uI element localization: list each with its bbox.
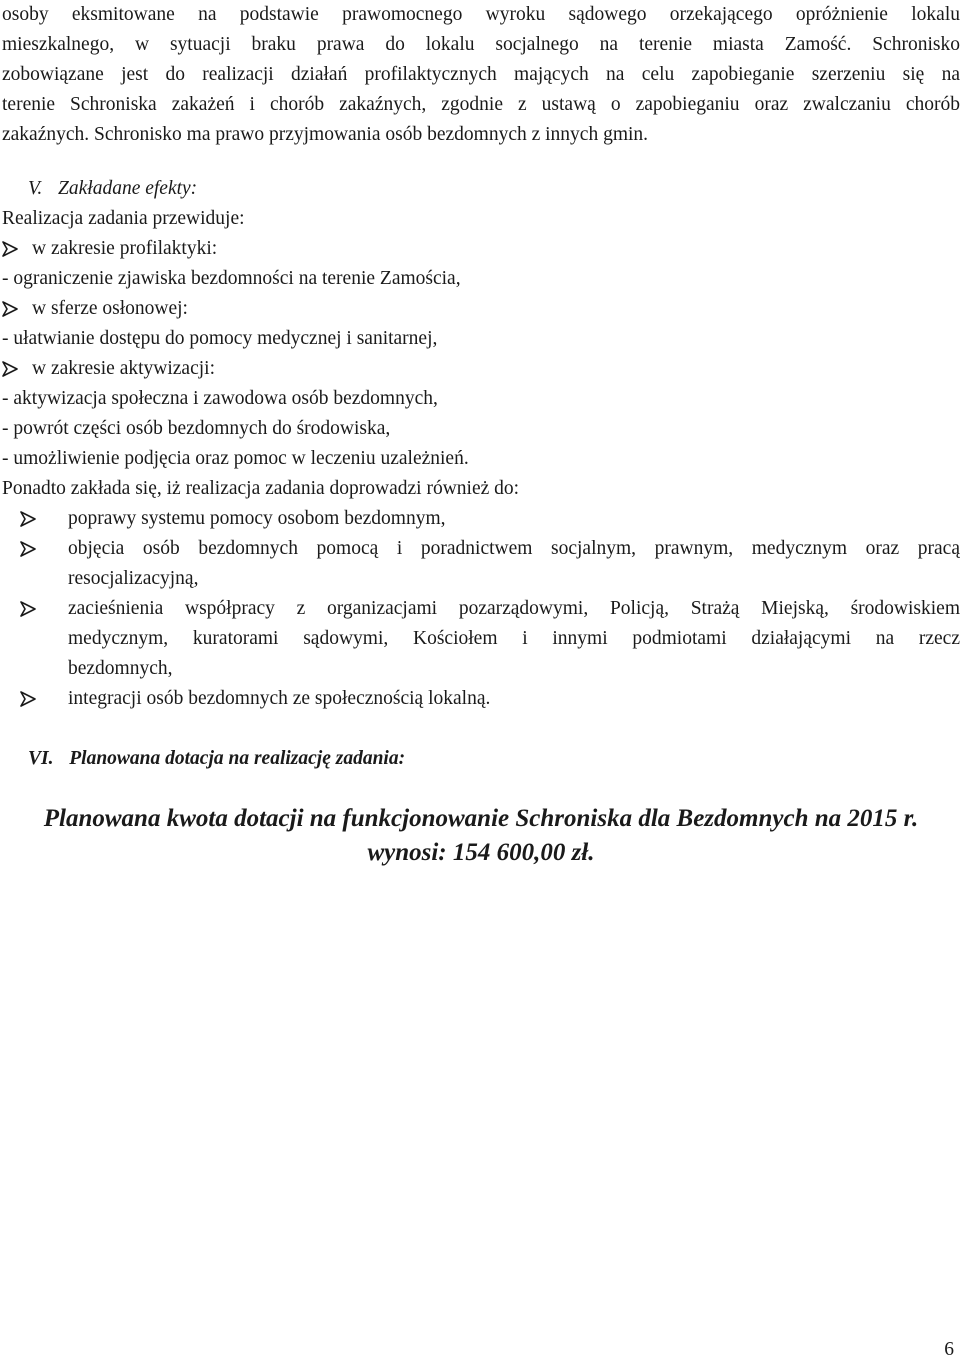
bullet-text: poprawy systemu pomocy osobom bezdomnym,: [68, 508, 446, 529]
intro-line: mieszkalnego, w sytuacji braku prawa do lokalu socjalnego na terenie miasta Zamość. Schronisko: [2, 34, 960, 55]
bullet-text: objęcia osób bezdomnych pomocą i poradnictwem socjalnym, prawnym, medycznym oraz pracą: [68, 538, 960, 559]
list-item: - aktywizacja społeczna i zawodowa osób bezdomnych,: [2, 388, 438, 409]
bullet-text: w zakresie aktywizacji:: [32, 358, 215, 379]
bullet-text: w sferze osłonowej:: [32, 298, 188, 319]
intro-line: osoby eksmitowane na podstawie prawomocnego wyroku sądowego orzekającego opróżnienie lokalu: [2, 4, 960, 25]
bullet-text: bezdomnych,: [68, 658, 173, 679]
additional-intro: Ponadto zakłada się, iż realizacja zadania doprowadzi również do:: [2, 478, 520, 499]
section-6-heading: [28, 744, 405, 774]
intro-line: terenie Schroniska zakażeń i chorób zakaźnych, zgodnie z ustawą o zapobieganiu oraz zwalczaniu chorób: [2, 94, 960, 115]
bullet-text: w zakresie profilaktyki:: [32, 238, 218, 259]
list-item: - ograniczenie zjawiska bezdomności na terenie Zamościa,: [2, 268, 461, 289]
intro-paragraph: [2, 0, 960, 150]
arrow-bullet-icon: [20, 511, 36, 527]
page-number: 6: [944, 1339, 954, 1360]
intro-line: zakaźnych. Schronisko ma prawo przyjmowania osób bezdomnych z innych gmin.: [2, 124, 649, 145]
bullet-text: medycznym, kuratorami sądowymi, Kościołem i innymi podmiotami działającymi na rzecz: [68, 628, 960, 649]
list-item: - umożliwienie podjęcia oraz pomoc w leczeniu uzależnień.: [2, 448, 469, 469]
section-6-number: VI.: [28, 748, 54, 769]
bullet-text: zacieśnienia współpracy z organizacjami pozarządowymi, Policją, Strażą Miejską, środowiskiem: [68, 598, 960, 619]
arrow-bullet-icon: [2, 241, 18, 257]
section-5-title: Zakładane efekty:: [58, 178, 198, 199]
arrow-bullet-icon: [2, 301, 18, 317]
dotation-summary: [2, 802, 960, 870]
arrow-bullet-icon: [20, 691, 36, 707]
section-5-heading: [28, 174, 197, 204]
section-5-intro: Realizacja zadania przewiduje:: [2, 208, 245, 229]
list-item: - ułatwianie dostępu do pomocy medycznej i sanitarnej,: [2, 328, 438, 349]
section-6-title: Planowana dotacja na realizację zadania:: [69, 748, 406, 769]
arrow-bullet-icon: [20, 601, 36, 617]
bullet-text: resocjalizacyjną,: [68, 568, 199, 589]
dotation-summary-line: Planowana kwota dotacji na funkcjonowanie Schroniska dla Bezdomnych na 2015 r.: [43, 805, 919, 832]
arrow-bullet-icon: [2, 361, 18, 377]
bullet-text: integracji osób bezdomnych ze społecznością lokalną.: [68, 688, 491, 709]
list-item: - powrót części osób bezdomnych do środowiska,: [2, 418, 391, 439]
intro-line: zobowiązane jest do realizacji działań profilaktycznych mających na celu zapobieganie szerzeniu się na: [2, 64, 960, 85]
arrow-bullet-icon: [20, 541, 36, 557]
dotation-summary-amount: wynosi: 154 600,00 zł.: [367, 839, 595, 866]
section-5-number: V.: [28, 178, 43, 199]
